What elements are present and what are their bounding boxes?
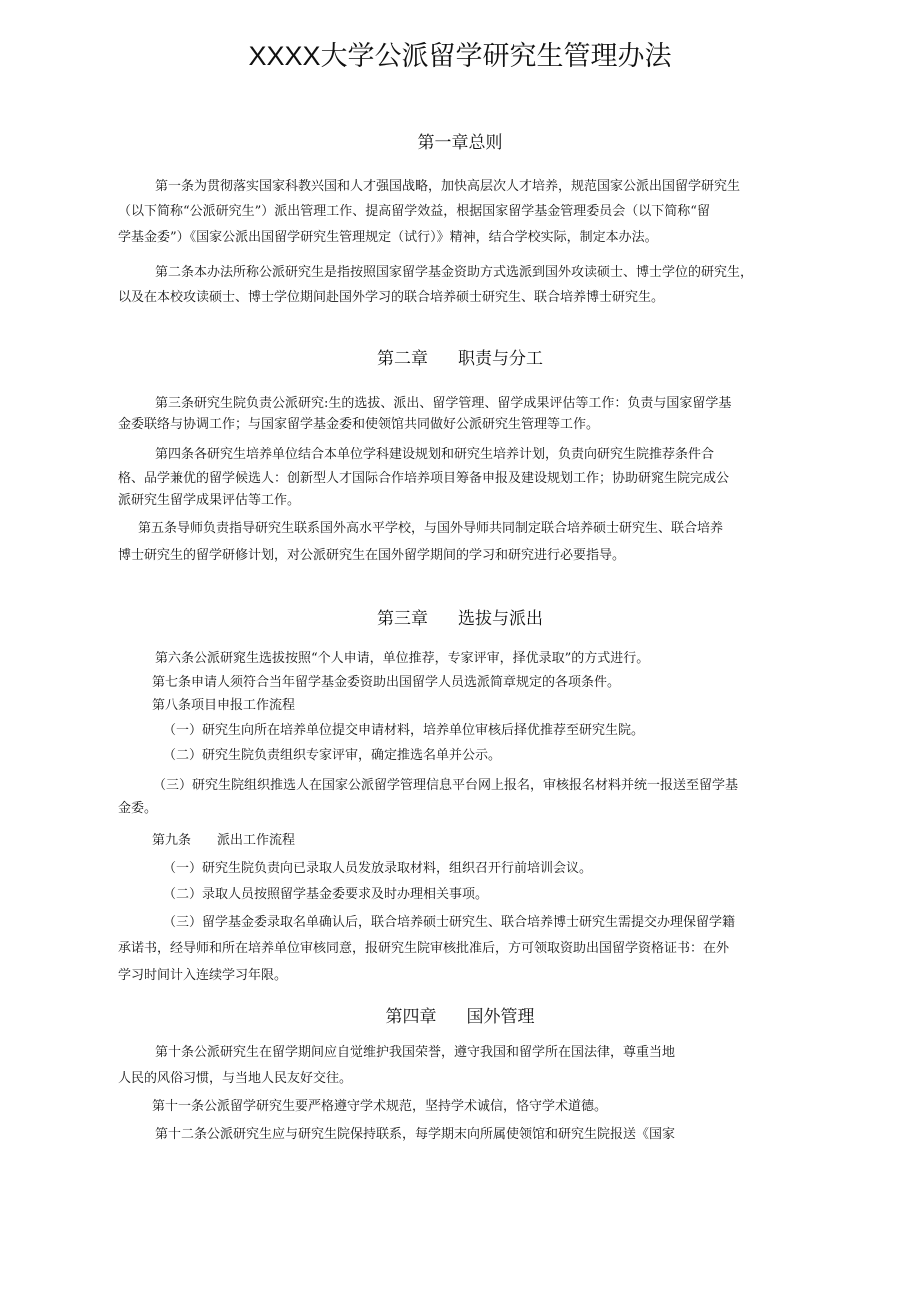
article-10-line-2: 人民的风俗习惯，与当地人民友好交往。 <box>118 1071 353 1086</box>
article-8-item-3-line-1: （三）研究生院组织推选人在国家公派留学管理信息平台网上报名，审核报名材料并统一报送至留学基 <box>153 778 739 793</box>
article-4-line-3: 派研究生留学成果评估等工作。 <box>118 493 301 508</box>
document-title: XXXX大学公派留学研究生管理办法 <box>248 41 672 71</box>
chapter-1-heading: 第一章总则 <box>417 133 503 153</box>
article-5-line-2: 博士研究生的留学研修计划，对公派研究生在国外留学期间的学习和研究进行必要指导。 <box>118 548 626 563</box>
chapter-2-number: 第二章 <box>377 349 428 369</box>
article-11: 第十一条公派留学研究生要严格遵守学术规范，坚持学术诚信，恪守学术道德。 <box>152 1099 608 1114</box>
article-10-line-1: 第十条公派研究生在留学期间应自觉维护我国荣誉，遵守我国和留学所在国法律，尊重当地 <box>155 1045 676 1060</box>
article-3-line-1: 第三条研究生院负责公派研究:生的选拔、派出、留学管理、留学成果评估等工作：负责与国家留学基 <box>155 396 732 411</box>
article-9-item-1: （一）研究生院负责向已录取人员发放录取材料，组织召开行前培训会议。 <box>163 861 593 876</box>
article-9-item-3-line-3: 学习时间计入连续学习年限。 <box>118 968 288 983</box>
chapter-2-name: 职责与分工 <box>458 349 543 369</box>
article-9-item-3-line-1: （三）留学基金委录取名单确认后，联合培养硕士研究生、联合培养博士研究生需提交办理保留学籍 <box>163 915 736 930</box>
article-6: 第六条公派研窕生选拔按照“个人申请，单位推荐，专家评审，择优录取”的方式进行。 <box>155 651 650 666</box>
article-3-line-2: 金委联络与协调工作；与国家留学基金委和使领馆共同做好公派研究生管理等工作。 <box>118 417 600 432</box>
article-2-line-2: 以及在本校攻读硕士、博士学位期间赴国外学习的联合培养硕士研究生、联合培养博士研究生。 <box>118 290 665 305</box>
article-9-heading: 第九条 派出工作流程 <box>152 833 296 848</box>
article-2-line-1: 第二条本办法所称公派研究生是指按照国家留学基金资助方式选派到国外攻读硕士、博士学位的研究生， <box>155 265 754 280</box>
article-7: 第七条申请人须符合当年留学基金委资助出国留学人员选派简章规定的各项条件。 <box>152 675 621 690</box>
article-9-item-2: （二）录取人员按照留学基金委要求及时办理相关事项。 <box>163 887 489 902</box>
article-1-line-1: 第一条为贯彻落实国家科教兴国和人才强国战略，加快高层次人才培养，规范国家公派出国留学研究生 <box>155 179 741 194</box>
article-9-item-3-line-2: 承诺书，经导师和所在培养单位审核同意，报研究生院审核批准后，方可领取资助出国留学资格证书：在外 <box>118 941 730 956</box>
article-8-item-1: （一）研究生向所在培养单位提交申请材料，培养单位审核后择优推荐至研究生院。 <box>163 723 645 738</box>
article-8-heading: 第八条项目申报工作流程 <box>152 698 296 713</box>
article-8-item-3-line-2: 金委。 <box>118 801 158 816</box>
article-1-line-2: （以下简称“公派研究生”）派出管理工作、提高留学效益，根据国家留学基金管理委员会（以下简称“留 <box>118 204 710 219</box>
chapter-3-name: 选拔与派出 <box>458 609 543 629</box>
chapter-3-number: 第三章 <box>377 609 428 629</box>
chapter-3-heading <box>0 604 920 629</box>
article-5-line-1: 第五条导师负责指导研究生联系国外高水平学校，与国外导师共同制定联合培养硕士研究生、联合培养 <box>138 521 724 536</box>
article-4-line-2: 格、品学兼优的留学候选人：创新型人才国际合作培养项目筹备申报及建设规划工作；协助研窕生院完成公 <box>118 471 730 486</box>
article-4-line-1: 第四条各研究生培养单位结合本单位学科建设规划和研究生培养计划，负责向研究生院推荐条件合 <box>155 447 715 462</box>
chapter-4-name: 国外管理 <box>466 1007 535 1027</box>
article-8-item-2: （二）研究生院负责组织专家评审，确定推选名单并公示。 <box>163 748 502 763</box>
chapter-4-number: 第四章 <box>385 1007 437 1027</box>
chapter-4-heading <box>0 1002 920 1027</box>
chapter-2-heading <box>0 344 920 369</box>
article-12-line-1: 第十二条公派研究生应与研究生院保持联系，每学期末向所属使领馆和研究生院报送《国家 <box>155 1127 676 1142</box>
article-1-line-3: 学基金委”）《国家公派出国留学研究生管理规定（试行）》精神，结合学校实际，制定本办法。 <box>118 230 658 245</box>
